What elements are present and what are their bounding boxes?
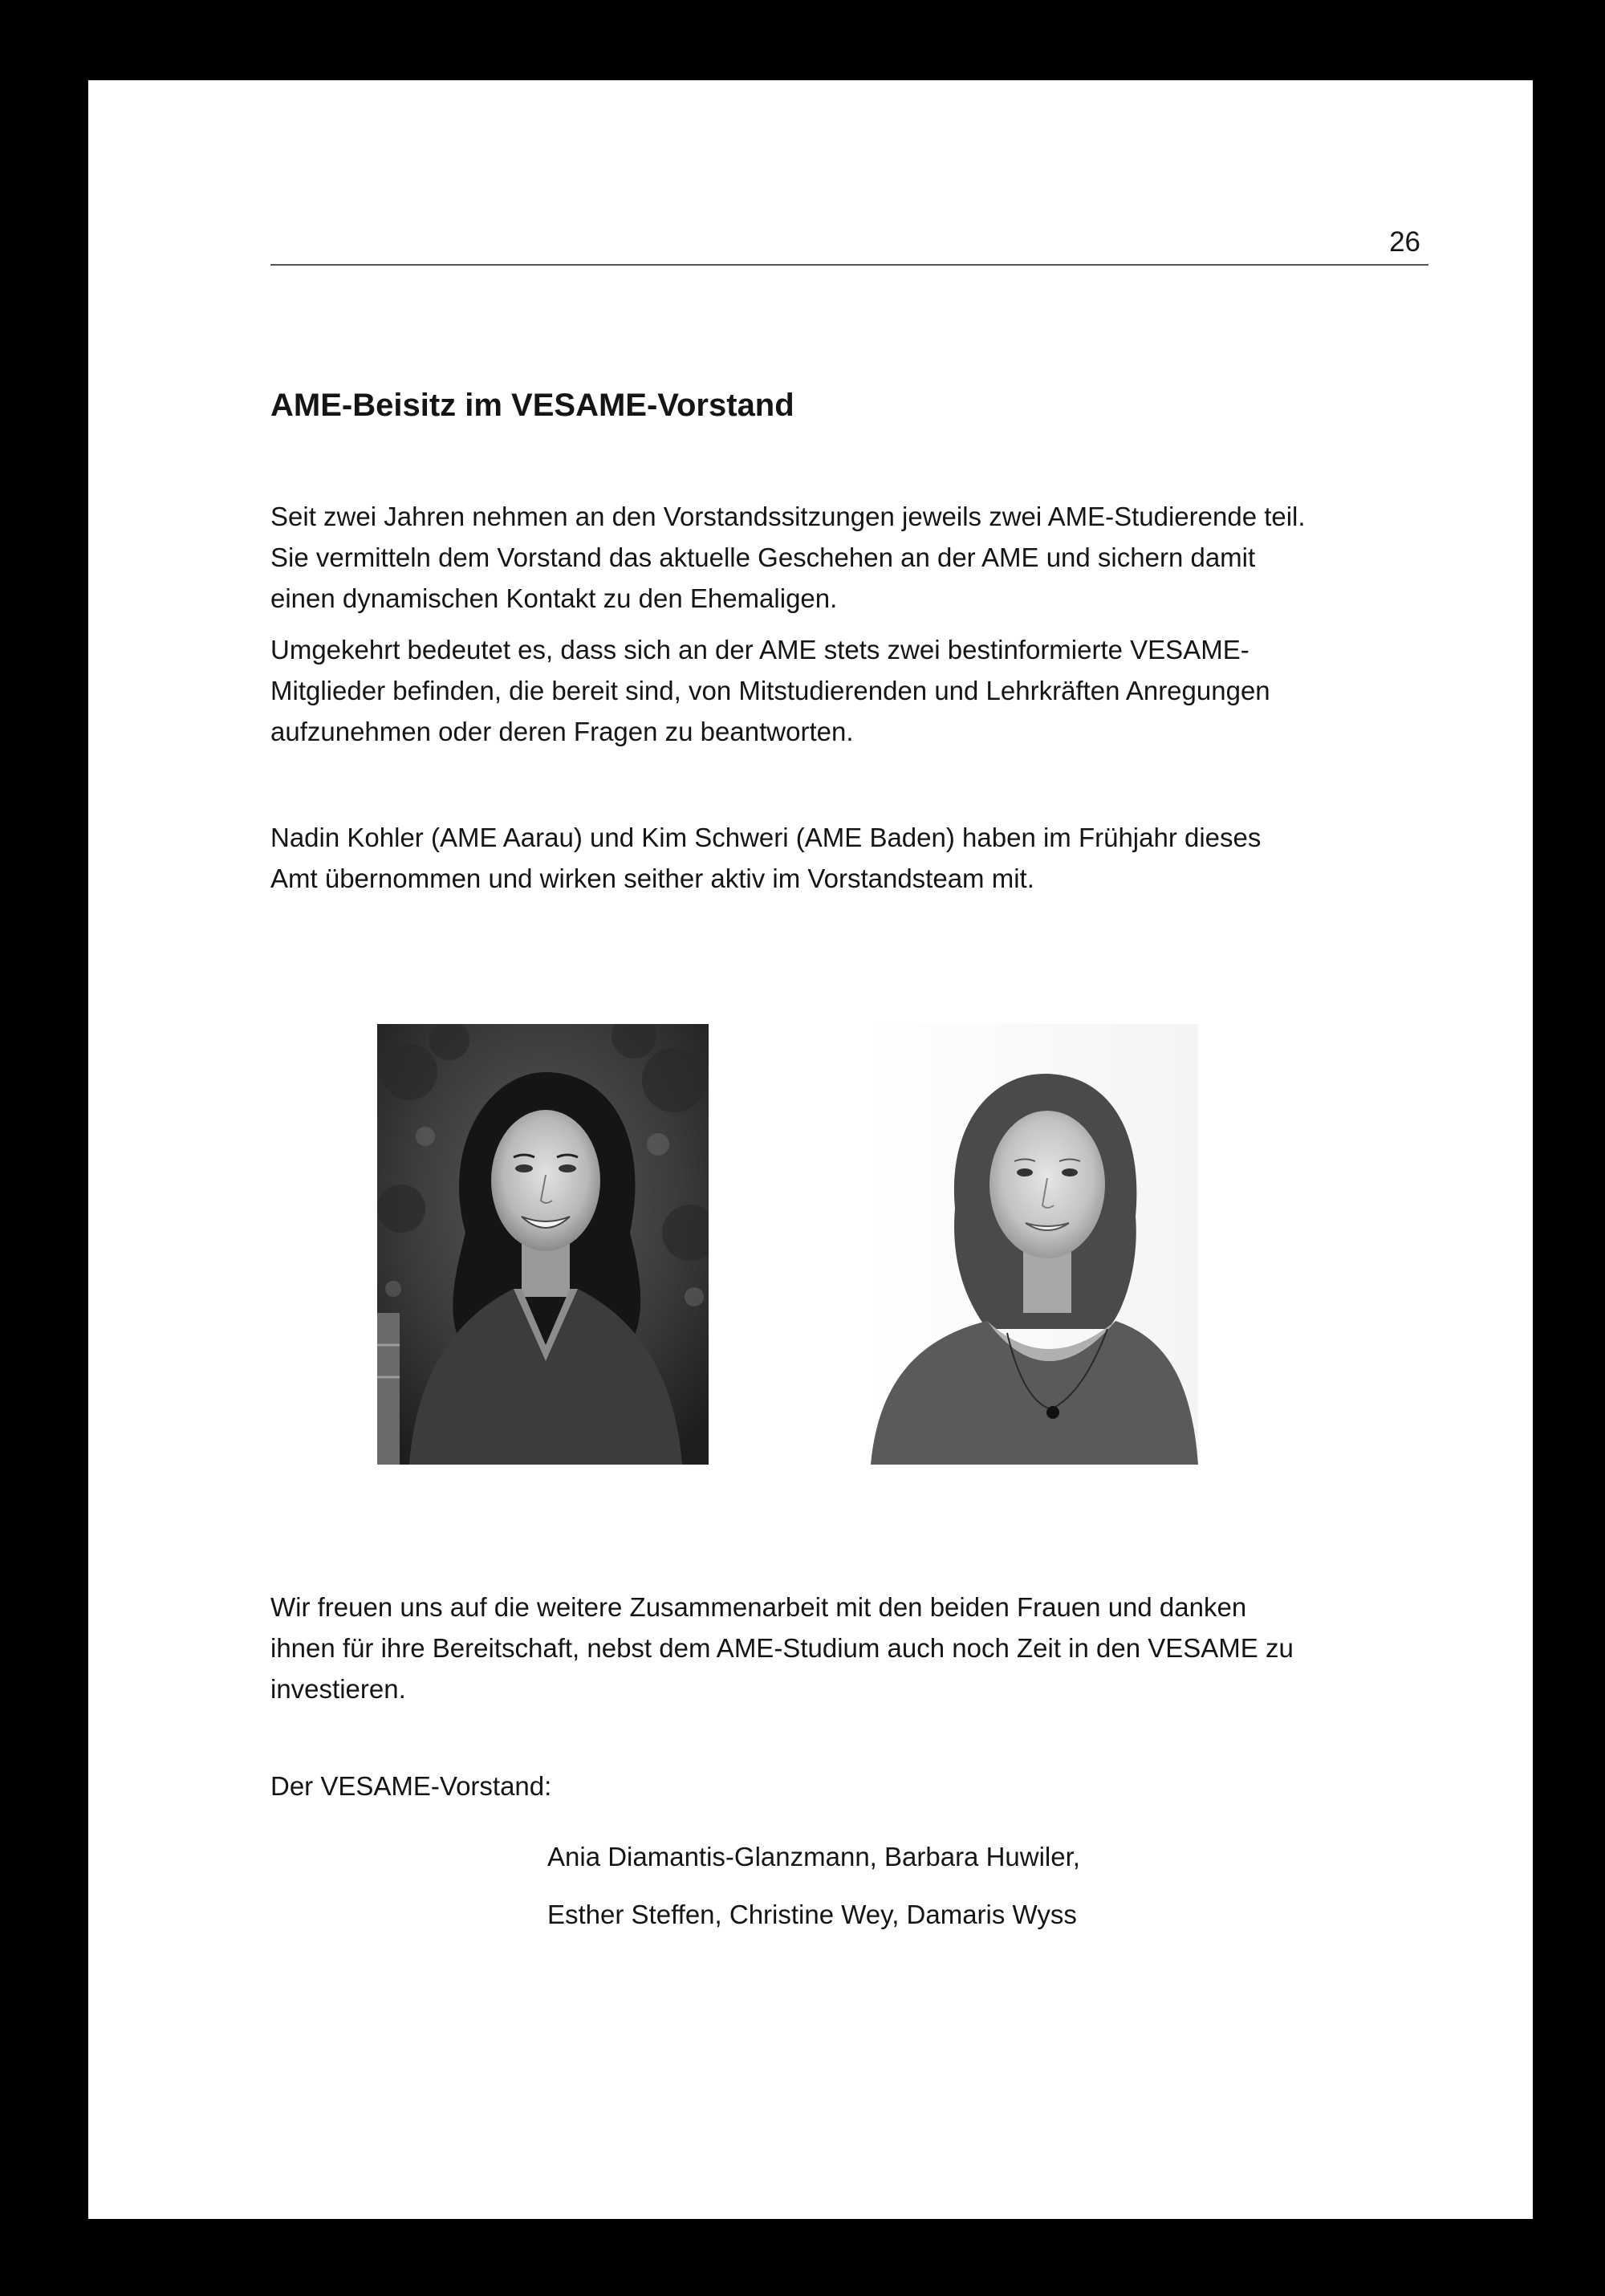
signer-line: Esther Steffen, Christine Wey, Damaris Wyss xyxy=(547,1900,1077,1929)
text-line: investieren. xyxy=(270,1674,406,1704)
document-page xyxy=(88,80,1533,2219)
signature-names xyxy=(547,1828,1080,1944)
article-title: AME-Beisitz im VESAME-Vorstand xyxy=(270,388,794,423)
thanks-paragraph xyxy=(270,1587,1442,1709)
signature-label: Der VESAME-Vorstand: xyxy=(270,1771,552,1801)
page-number: 26 xyxy=(1389,226,1420,258)
portrait-photo-left xyxy=(377,1024,709,1465)
text-line: Mitglieder befinden, die bereit sind, von Mitstudierenden und Lehrkräften Anregungen xyxy=(270,676,1270,705)
text-line: Sie vermitteln dem Vorstand das aktuelle Geschehen an der AME und sichern damit xyxy=(270,543,1256,572)
portrait-left-image xyxy=(377,1024,709,1465)
reverse-paragraph xyxy=(270,629,1442,752)
text-line: Nadin Kohler (AME Aarau) und Kim Schweri (AME Baden) haben im Frühjahr dieses xyxy=(270,823,1262,852)
members-paragraph xyxy=(270,817,1442,899)
signer-line: Ania Diamantis-Glanzmann, Barbara Huwiler, xyxy=(547,1842,1080,1871)
intro-paragraph xyxy=(270,496,1442,619)
text-line: Seit zwei Jahren nehmen an den Vorstandssitzungen jeweils zwei AME-Studierende teil. xyxy=(270,502,1306,531)
portrait-right-image xyxy=(867,1024,1198,1465)
portrait-photo-right xyxy=(867,1024,1198,1465)
text-line: aufzunehmen oder deren Fragen zu beantworten. xyxy=(270,717,854,746)
text-line: einen dynamischen Kontakt zu den Ehemaligen. xyxy=(270,583,838,613)
text-line: ihnen für ihre Bereitschaft, nebst dem AME-Studium auch noch Zeit in den VESAME zu xyxy=(270,1633,1294,1663)
text-line: Amt übernommen und wirken seither aktiv im Vorstandsteam mit. xyxy=(270,864,1034,893)
text-line: Wir freuen uns auf die weitere Zusammenarbeit mit den beiden Frauen und danken xyxy=(270,1592,1247,1622)
header-rule xyxy=(270,264,1428,266)
text-line: Umgekehrt bedeutet es, dass sich an der AME stets zwei bestinformierte VESAME- xyxy=(270,635,1249,664)
